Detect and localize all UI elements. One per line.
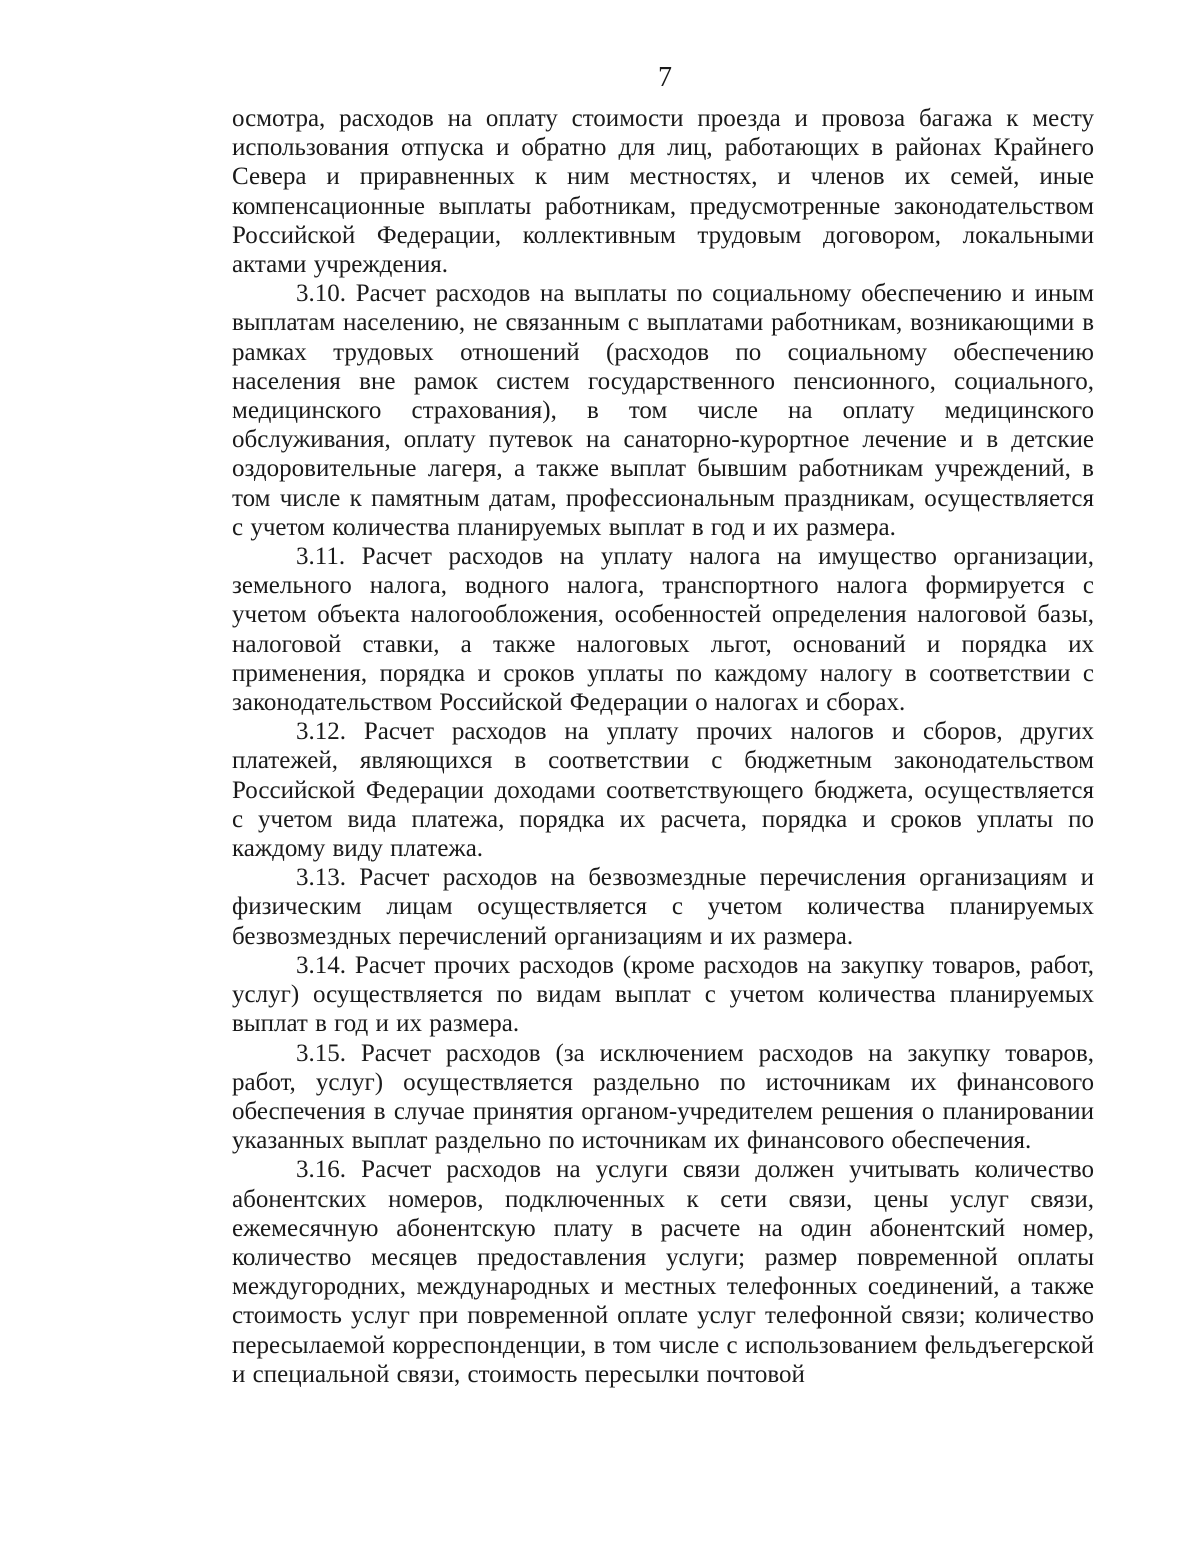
paragraph-3-11: 3.11. Расчет расходов на уплату налога на имущество организации, земельного налога, водного налога, транспортного налога формируется с учетом объекта налогообложения, особенностей определения налоговой базы, налоговой ставки, а также налоговых льгот, оснований и порядка их применения, порядка и сроков уплаты по каждому налогу в соответствии с законодательством Российской Федерации о налогах и сборах. xyxy=(232,543,1094,717)
paragraph-3-12: 3.12. Расчет расходов на уплату прочих налогов и сборов, других платежей, являющихся в соответствии с бюджетным законодательством Российской Федерации доходами соответствующего бюджета, осуществляется с учетом вида платежа, порядка их расчета, порядка и сроков уплаты по каждому виду платежа. xyxy=(232,718,1094,863)
paragraph-3-13: 3.13. Расчет расходов на безвозмездные перечисления организациям и физическим лицам осуществляется с учетом количества планируемых безвозмездных перечислений организациям и их размера. xyxy=(232,864,1094,950)
page-number: 7 xyxy=(658,62,672,93)
paragraph-3-14: 3.14. Расчет прочих расходов (кроме расходов на закупку товаров, работ, услуг) осуществляется по видам выплат с учетом количества планируемых выплат в год и их размера. xyxy=(232,951,1094,1038)
paragraph-3-16: 3.16. Расчет расходов на услуги связи должен учитывать количество абонентских номеров, подключенных к сети связи, цены услуг связи, ежемесячную абонентскую плату в расчете на один абонентский номер, количество месяцев предоставления услуги; размер повременной оплаты междугородних, международных и местных телефонных соединений, а также стоимость услуг при повременной оплате услуг телефонной связи; количество пересылаемой корреспонденции, в том числе с использованием фельдъегерской и специальной связи, стоимость пересылки почтовой xyxy=(232,1156,1094,1388)
paragraph-3-10: 3.10. Расчет расходов на выплаты по социальному обеспечению и иным выплатам населению, не связанным с выплатами работникам, возникающими в рамках трудовых отношений (расходов по социальному обеспечению населения вне рамок систем государственного пенсионного, социального, медицинского страхования), в том числе на оплату медицинского обслуживания, оплату путевок на санаторно-курортное лечение и в детские оздоровительные лагеря, а также выплат бывшим работникам учреждений, в том числе к памятным датам, профессиональным праздникам, осуществляется с учетом количества планируемых выплат в год и их размера. xyxy=(232,280,1094,541)
paragraph-continuation: осмотра, расходов на оплату стоимости проезда и провоза багажа к месту использования отпуска и обратно для лиц, работающих в районах Крайнего Севера и приравненных к ним местностях, и членов их семей, иные компенсационные выплаты работникам, предусмотренные законодательством Российской Федерации, коллективным трудовым договором, локальными актами учреждения. xyxy=(232,105,1094,279)
paragraph-3-15: 3.15. Расчет расходов (за исключением расходов на закупку товаров, работ, услуг) осуществляется раздельно по источникам их финансового обеспечения в случае принятия органом-учредителем решения о планировании указанных выплат раздельно по источникам их финансового обеспечения. xyxy=(232,1039,1094,1155)
document-body xyxy=(232,104,1094,1389)
